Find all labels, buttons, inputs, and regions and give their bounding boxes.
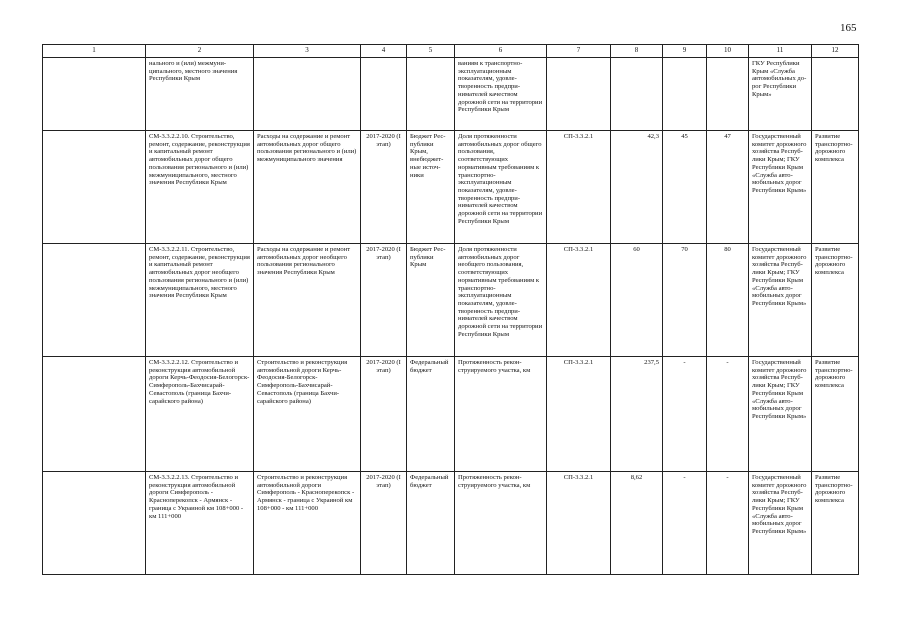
- cell-description: Расходы на содержание и ремонт автомобильных дорог общего пользования регионального и (или) межмуниципального значения: [254, 131, 361, 244]
- cell-value-1: 8,62: [611, 472, 663, 575]
- cell-period: 2017-2020 (I этап): [361, 357, 407, 472]
- cell-section: [43, 131, 146, 244]
- cell-executor: Государственный комитет дорожного хозяйства Республики Крым; ГКУ Республики Крым «Служба автомобильных дорог Республики Крым»: [749, 357, 812, 472]
- col-header-9: 9: [663, 45, 707, 58]
- cell-period: 2017-2020 (I этап): [361, 244, 407, 357]
- cell-description: Расходы на содержание и ремонт автомобильных дорог необщего пользования регионального значения Республики Крым: [254, 244, 361, 357]
- cell-measure: СМ-3.3.2.2.11. Строительство, ремонт, содержание, реконструкция и капитальный ремонт автомобильных дорог необщего пользования регионального и (или) межмуниципального, местного значения Республики Крым: [146, 244, 254, 357]
- col-header-3: 3: [254, 45, 361, 58]
- cell-direction: Развитие транспортно-дорожного комплекса: [812, 131, 859, 244]
- cell-section: [43, 357, 146, 472]
- cell-indicator: Протяженность реконструируемого участка, км: [455, 472, 547, 575]
- cell-value-1: [611, 58, 663, 131]
- col-header-7: 7: [547, 45, 611, 58]
- header-row: [43, 45, 859, 58]
- cell-value-2: -: [663, 357, 707, 472]
- cell-indicator: Протяженность реконструируемого участка, км: [455, 357, 547, 472]
- cell-indicator: Доля протяженности автомобильных дорог общего пользования, соответствующих нормативным требованиям к транспортноэксплуатационным показателям, удовлетворенность предпринимателей качеством дорожной сети на территории Республики Крым: [455, 131, 547, 244]
- cell-period: 2017-2020 (I этап): [361, 131, 407, 244]
- cell-direction: Развитие транспортно-дорожного комплекса: [812, 472, 859, 575]
- cell-code: СП-3.3.2.1: [547, 131, 611, 244]
- cell-funding: [407, 58, 455, 131]
- cell-description: Строительство и реконструкция автомобильной дороги Керчь-Феодосия-Белогорск-Симферополь-Бахчисарай-Севастополь (граница Бахчисарайского района): [254, 357, 361, 472]
- cell-executor: Государственный комитет дорожного хозяйства Республики Крым; ГКУ Республики Крым «Служба автомобильных дорог Республики Крым»: [749, 472, 812, 575]
- cell-period: [361, 58, 407, 131]
- cell-code: СП-3.3.2.1: [547, 472, 611, 575]
- cell-direction: Развитие транспортно-дорожного комплекса: [812, 357, 859, 472]
- cell-period: 2017-2020 (I этап): [361, 472, 407, 575]
- cell-section: [43, 244, 146, 357]
- col-header-1: 1: [43, 45, 146, 58]
- cell-value-3: -: [707, 357, 749, 472]
- col-header-8: 8: [611, 45, 663, 58]
- cell-measure: СМ-3.3.2.2.10. Строительство, ремонт, содержание, реконструкция и капитальный ремонт автомобильных дорог общего пользования регионального и (или) межмуниципального, местного значения Республики Крым: [146, 131, 254, 244]
- table-row: [43, 472, 859, 575]
- cell-value-3: [707, 58, 749, 131]
- cell-measure: СМ-3.3.2.2.13. Строительство и реконструкция автомобильной дороги Симферополь - Красноперекопск - Армянск - граница с Украиной км 108+000 - км 111+000: [146, 472, 254, 575]
- table-row: [43, 58, 859, 131]
- cell-code: [547, 58, 611, 131]
- cell-value-1: 237,5: [611, 357, 663, 472]
- cell-code: СП-3.3.2.1: [547, 357, 611, 472]
- cell-value-2: 45: [663, 131, 707, 244]
- cell-description: Строительство и реконструкция автомобильной дороги Симферополь - Красноперекопск - Армянск - граница с Украиной км 108+000 - км 111+000: [254, 472, 361, 575]
- col-header-6: 6: [455, 45, 547, 58]
- col-header-4: 4: [361, 45, 407, 58]
- cell-executor: Государственный комитет дорожного хозяйства Республики Крым; ГКУ Республики Крым «Служба автомобильных дорог Республики Крым»: [749, 244, 812, 357]
- cell-section: [43, 472, 146, 575]
- cell-executor: Государственный комитет дорожного хозяйства Республики Крым; ГКУ Республики Крым «Служба автомобильных дорог Республики Крым»: [749, 131, 812, 244]
- cell-indicator: Доля протяженности автомобильных дорог необщего пользования, соответствующих нормативным требованиям к транспортноэксплуатационным показателям, удовлетворенность предпринимателей качеством дорожной сети на территории Республики Крым: [455, 244, 547, 357]
- measures-table: [42, 44, 859, 575]
- cell-measure: нального и (или) межмуниципального, местного значения Республики Крым: [146, 58, 254, 131]
- cell-indicator: ваниям к транспортноэксплуатационным показателям, удовлетворенность предпринимателей качеством дорожной сети на территории Республики Крым: [455, 58, 547, 131]
- cell-description: [254, 58, 361, 131]
- cell-value-2: 70: [663, 244, 707, 357]
- cell-value-3: -: [707, 472, 749, 575]
- cell-section: [43, 58, 146, 131]
- cell-code: СП-3.3.2.1: [547, 244, 611, 357]
- page-number: 165: [840, 22, 857, 34]
- cell-value-1: 42,3: [611, 131, 663, 244]
- cell-executor: ГКУ Республики Крым «Служба автомобильных дорог Республики Крым»: [749, 58, 812, 131]
- cell-funding: Бюджет Республики Крым, внебюджетные источники: [407, 131, 455, 244]
- cell-direction: Развитие транспортно-дорожного комплекса: [812, 244, 859, 357]
- col-header-12: 12: [812, 45, 859, 58]
- col-header-10: 10: [707, 45, 749, 58]
- cell-value-1: 60: [611, 244, 663, 357]
- cell-value-2: -: [663, 472, 707, 575]
- table-row: [43, 131, 859, 244]
- table-row: [43, 244, 859, 357]
- cell-funding: Бюджет Республики Крым: [407, 244, 455, 357]
- col-header-11: 11: [749, 45, 812, 58]
- cell-value-2: [663, 58, 707, 131]
- table-row: [43, 357, 859, 472]
- cell-funding: Федеральный бюджет: [407, 357, 455, 472]
- cell-value-3: 47: [707, 131, 749, 244]
- cell-measure: СМ-3.3.2.2.12. Строительство и реконструкция автомобильной дороги Керчь-Феодосия-Белогорск-Симферополь-Бахчисарай-Севастополь (граница Бахчисарайского района): [146, 357, 254, 472]
- cell-direction: [812, 58, 859, 131]
- col-header-2: 2: [146, 45, 254, 58]
- cell-value-3: 80: [707, 244, 749, 357]
- cell-funding: Федеральный бюджет: [407, 472, 455, 575]
- col-header-5: 5: [407, 45, 455, 58]
